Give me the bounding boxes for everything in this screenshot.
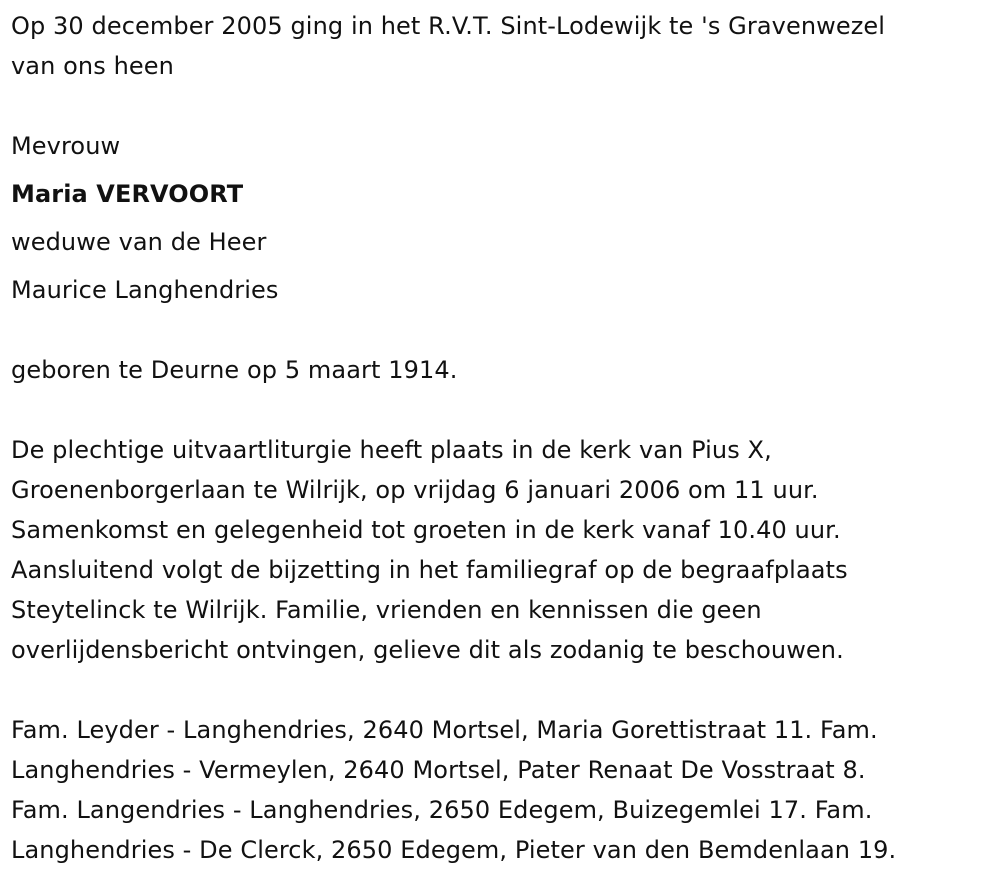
funeral-line: Groenenborgerlaan te Wilrijk, op vrijdag 6 januari 2006 om 11 uur.: [11, 476, 819, 504]
intro-line-2: van ons heen: [11, 52, 174, 80]
birth-line: geboren te Deurne op 5 maart 1914.: [11, 356, 458, 384]
intro-line-1: Op 30 december 2005 ging in het R.V.T. Sint-Lodewijk te 's Gravenwezel: [11, 12, 886, 40]
deceased-title: Mevrouw: [11, 132, 121, 160]
deceased-spouse: Maurice Langhendries: [11, 276, 279, 304]
family-line: Langhendries - De Clerck, 2650 Edegem, Pieter van den Bemdenlaan 19.: [11, 836, 897, 864]
funeral-line: Steytelinck te Wilrijk. Familie, vrienden en kennissen die geen: [11, 596, 762, 624]
funeral-line: Aansluitend volgt de bijzetting in het familiegraf op de begraafplaats: [11, 556, 848, 584]
funeral-line: overlijdensbericht ontvingen, gelieve dit als zodanig te beschouwen.: [11, 636, 844, 664]
funeral-line: Samenkomst en gelegenheid tot groeten in de kerk vanaf 10.40 uur.: [11, 516, 841, 544]
deceased-name: Maria VERVOORT: [11, 180, 244, 208]
family-line: Fam. Langendries - Langhendries, 2650 Edegem, Buizegemlei 17. Fam.: [11, 796, 873, 824]
funeral-line: De plechtige uitvaartliturgie heeft plaats in de kerk van Pius X,: [11, 436, 772, 464]
family-line: Fam. Leyder - Langhendries, 2640 Mortsel, Maria Gorettistraat 11. Fam.: [11, 716, 878, 744]
deceased-relation: weduwe van de Heer: [11, 228, 267, 256]
family-line: Langhendries - Vermeylen, 2640 Mortsel, Pater Renaat De Vosstraat 8.: [11, 756, 866, 784]
